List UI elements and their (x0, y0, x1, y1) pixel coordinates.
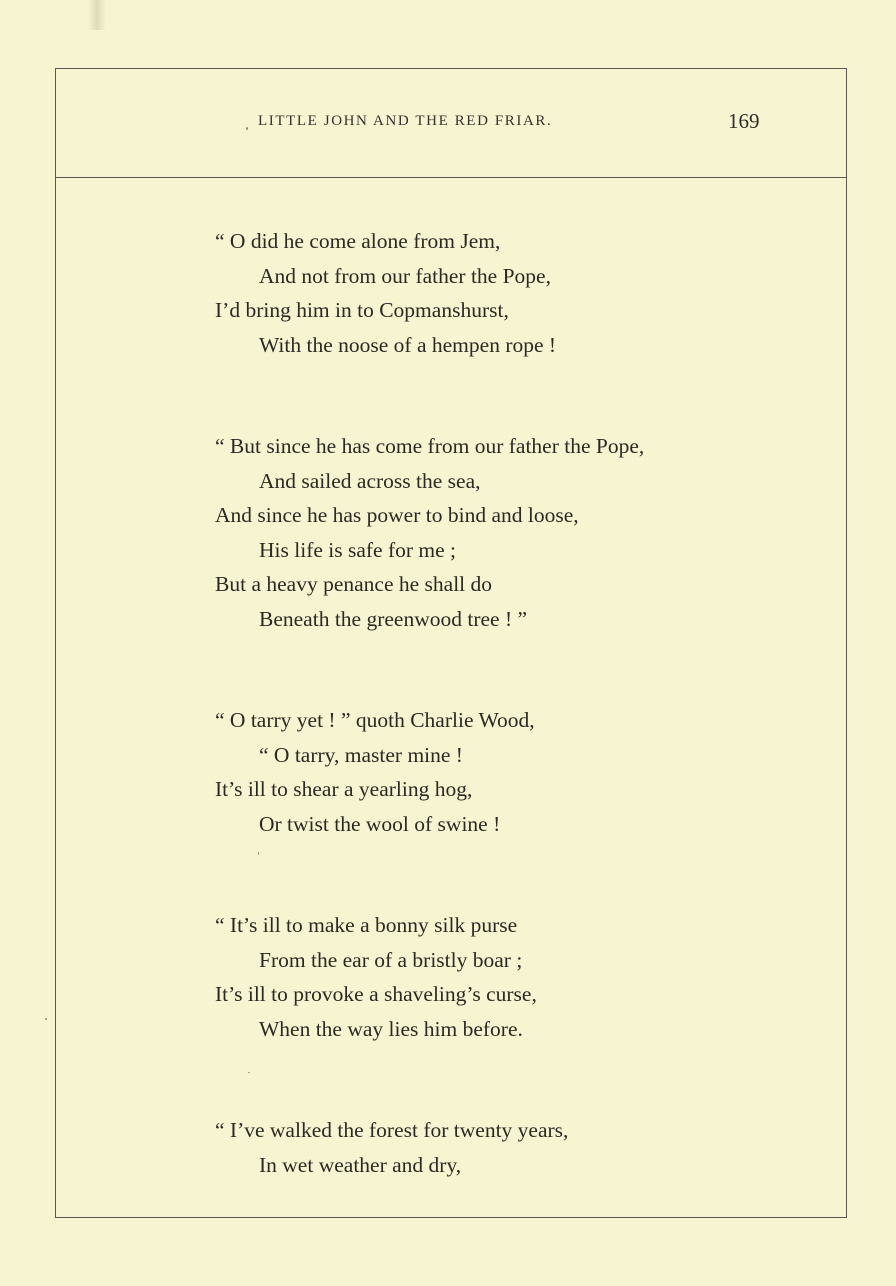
poem-line: It’s ill to provoke a shaveling’s curse, (215, 982, 537, 1006)
paper-speck (258, 852, 259, 855)
header-rule (55, 177, 847, 178)
poem-line: “ O tarry yet ! ” quoth Charlie Wood, (215, 708, 535, 732)
poem-line: “ O tarry, master mine ! (259, 742, 463, 767)
poem-line: And not from our father the Pope, (259, 263, 551, 288)
poem-body (215, 224, 815, 1182)
stanza-5 (215, 1113, 815, 1182)
poem-line: “ I’ve walked the forest for twenty years, (215, 1118, 569, 1142)
poem-line: From the ear of a bristly boar ; (259, 947, 523, 972)
poem-line: It’s ill to shear a yearling hog, (215, 777, 473, 801)
poem-line: His life is safe for me ; (259, 537, 457, 562)
poem-line: In wet weather and dry, (259, 1152, 462, 1177)
stanza-3 (215, 703, 815, 841)
poem-line: But a heavy penance he shall do (215, 572, 493, 596)
poem-line: With the noose of a hempen rope ! (259, 332, 557, 357)
stanza-2 (215, 429, 815, 636)
stanza-1 (215, 224, 815, 362)
paper-speck (248, 1072, 250, 1073)
poem-line: “ It’s ill to make a bonny silk purse (215, 913, 518, 937)
poem-line: Or twist the wool of swine ! (259, 811, 501, 836)
poem-line: And sailed across the sea, (259, 468, 481, 493)
poem-line: When the way lies him before. (259, 1016, 523, 1041)
poem-line: “ O did he come alone from Jem, (215, 229, 501, 253)
page-number: 169 (728, 109, 760, 133)
stanza-4 (215, 908, 815, 1046)
poem-line: And since he has power to bind and loose, (215, 503, 579, 527)
paper-speck (45, 1018, 47, 1020)
poem-line: “ But since he has come from our father the Pope, (215, 434, 645, 458)
running-title: LITTLE JOHN AND THE RED FRIAR. (258, 113, 553, 129)
paper-speck (246, 127, 248, 130)
poem-line: I’d bring him in to Copmanshurst, (215, 298, 509, 322)
poem-line: Beneath the greenwood tree ! ” (259, 606, 528, 631)
page-edge-shadow (88, 0, 106, 30)
